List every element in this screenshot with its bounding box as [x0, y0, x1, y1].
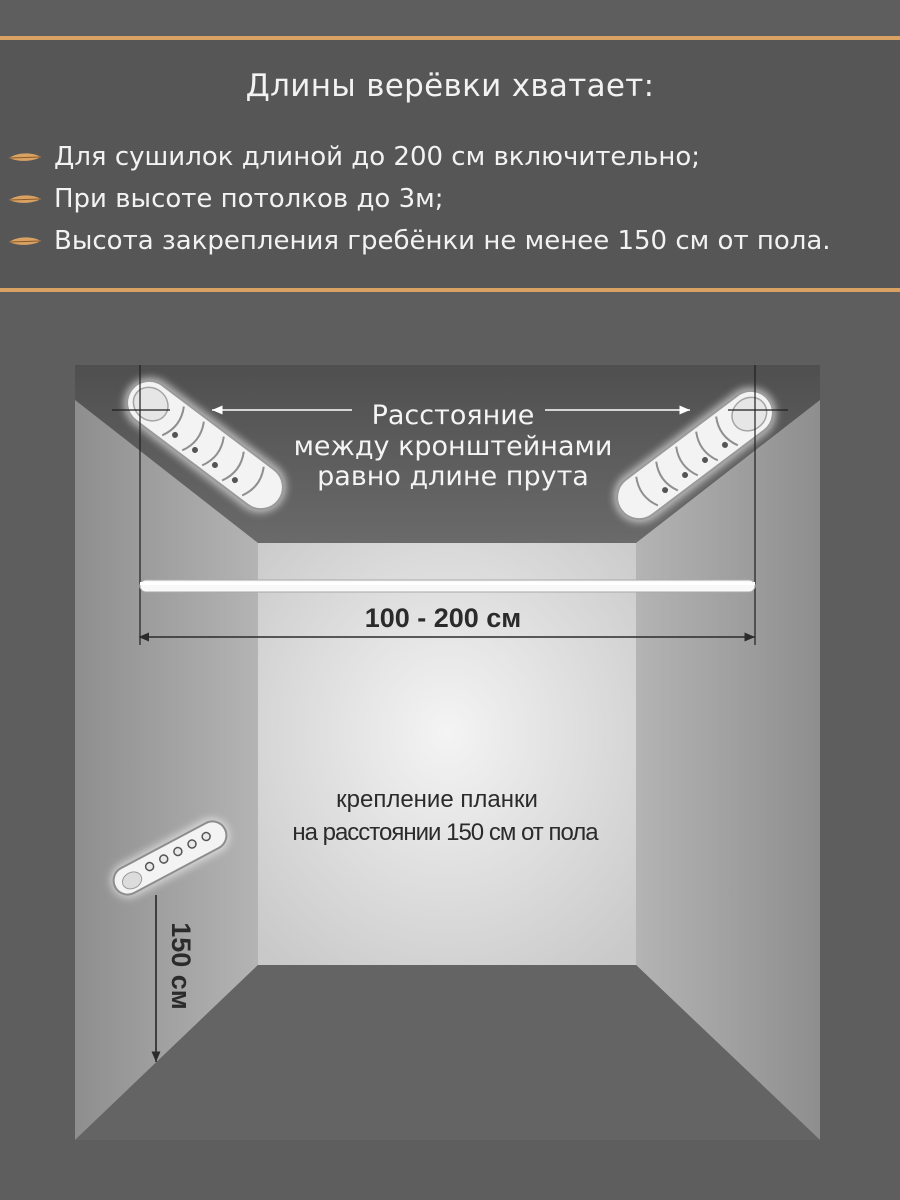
height-label: 150 см: [166, 922, 196, 1010]
header-title: Длины верёвки хватает:: [245, 68, 655, 104]
requirement-text: Высота закрепления гребёнки не менее 150 см от пола.: [54, 226, 831, 256]
distance-label-line3: равно длине прута: [317, 461, 589, 492]
drying-rod: [140, 580, 755, 592]
distance-label-line1: Расстояние: [371, 400, 535, 431]
mount-label-line1: крепление планки: [336, 786, 538, 813]
rod-length-label: 100 - 200 см: [364, 603, 522, 633]
requirement-text: При высоте потолков до 3м;: [54, 184, 444, 214]
mount-label-line2: на расстоянии 150 см от пола: [292, 819, 598, 846]
distance-label-line2: между кронштейнами: [293, 431, 613, 462]
requirement-text: Для сушилок длиной до 200 см включительно;: [54, 142, 701, 172]
